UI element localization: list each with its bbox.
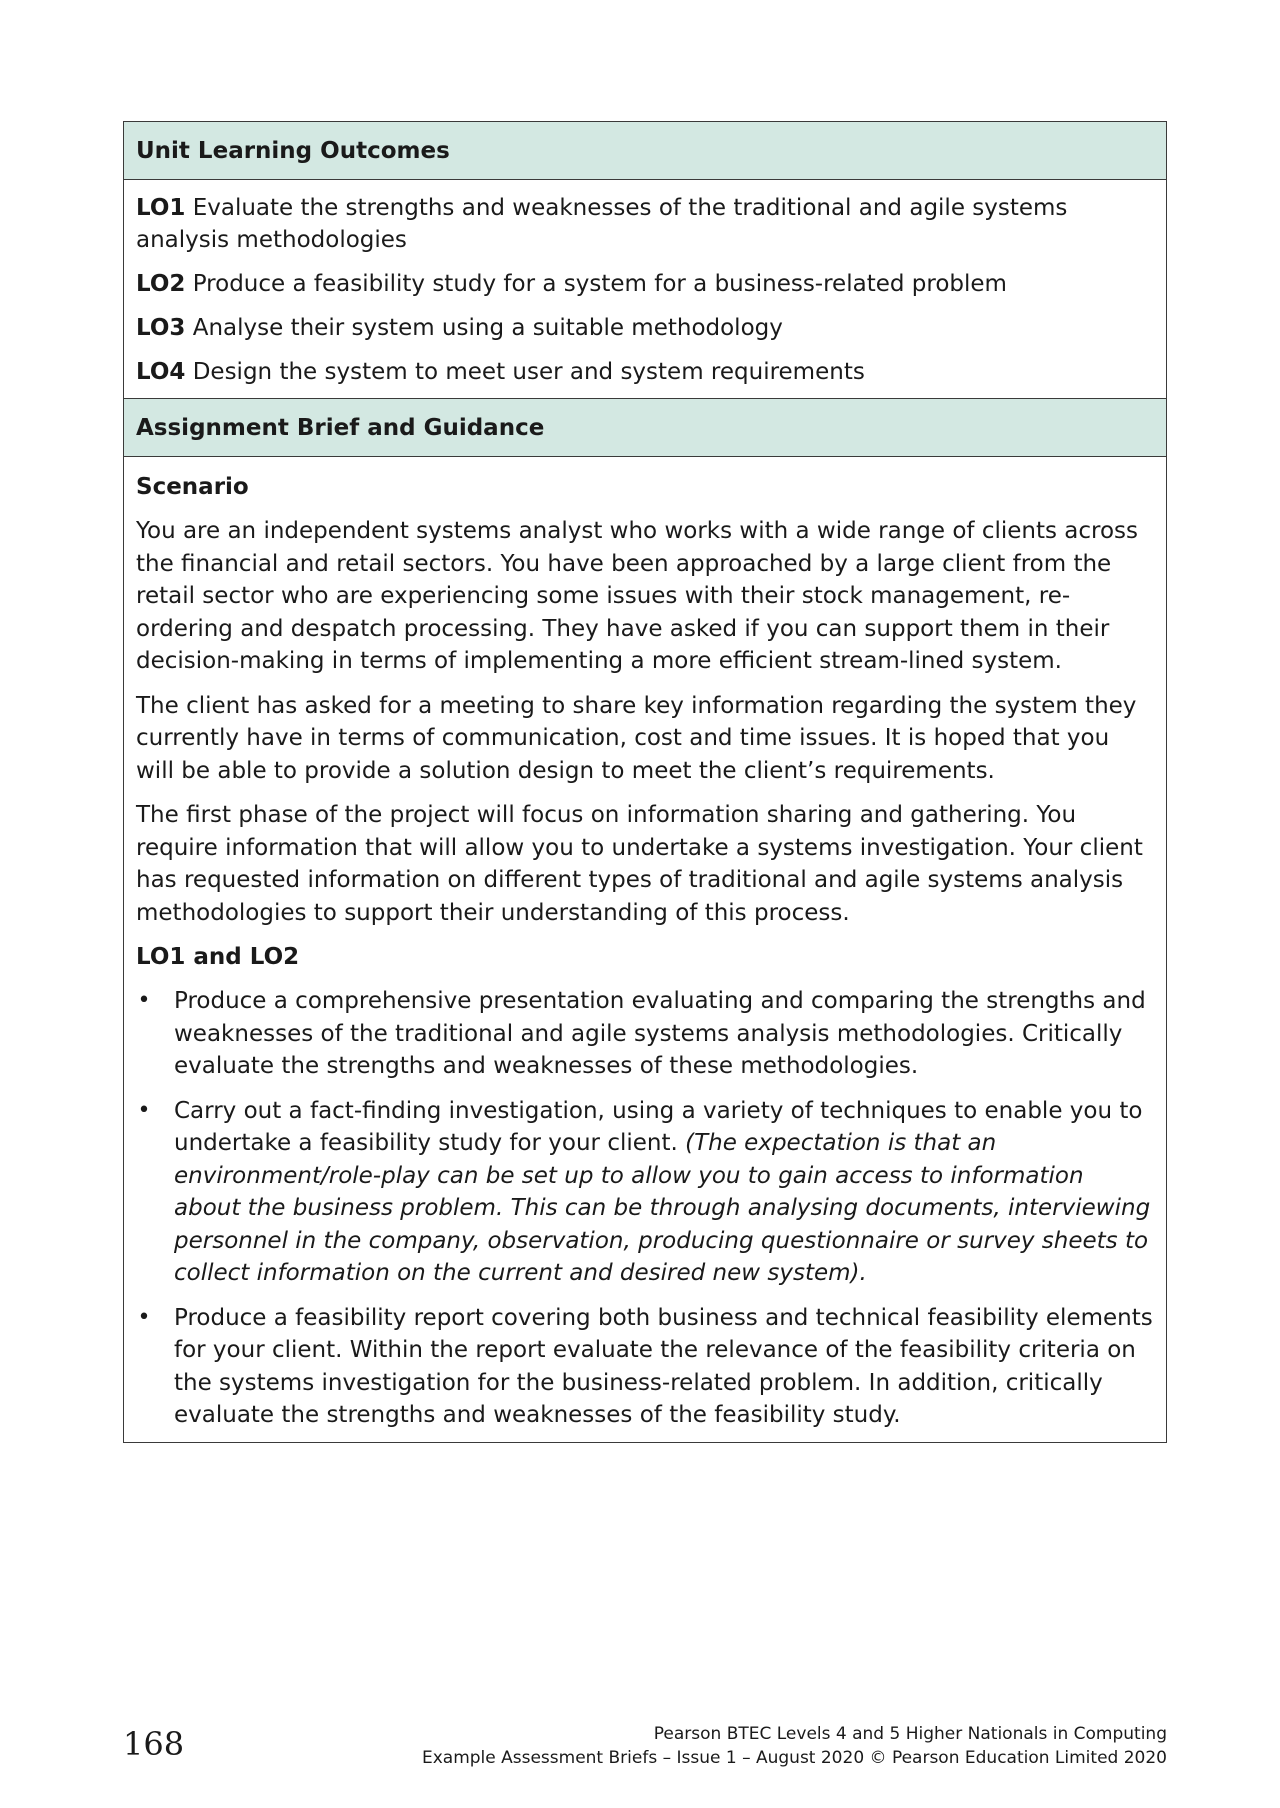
learning-outcome-lo4 bbox=[136, 356, 1154, 388]
page-number: 168 bbox=[123, 1725, 185, 1763]
footer-line-1: Pearson BTEC Levels 4 and 5 Higher Nationals in Computing bbox=[653, 1724, 1167, 1744]
lo-text: Design the system to meet user and system requirements bbox=[185, 359, 865, 385]
lo-text: Produce a feasibility study for a system for a business-related problem bbox=[185, 271, 1007, 297]
lo-code: LO3 bbox=[136, 315, 186, 341]
bullet-dot-icon: • bbox=[137, 1097, 151, 1123]
task-bullet-text: Carry out a fact-finding investigation, using a variety of techniques to enable you to undertake a feasibility study for your client. bbox=[174, 1097, 1143, 1156]
lo-text: Analyse their system using a suitable methodology bbox=[185, 315, 783, 341]
scenario-heading: Scenario bbox=[136, 474, 249, 500]
scenario-paragraph: You are an independent systems analyst who works with a wide range of clients across the financial and retail sectors. You have been approached by a large client from the retail sector who are experiencing some issues with their stock management, re-ordering and despatch processing. They have asked if you can support them in their decision-making in terms of implementing a more efficient stream-lined system. bbox=[136, 518, 1139, 674]
task-bullet bbox=[136, 1302, 1154, 1432]
lo-code: LO1 bbox=[136, 195, 186, 221]
task-bullet-text: Produce a comprehensive presentation evaluating and comparing the strengths and weaknesses of the traditional and agile systems analysis methodologies. Critically evaluate the strengths and weaknesses of these methodologies. bbox=[174, 988, 1146, 1079]
learning-outcomes-list bbox=[124, 180, 1166, 399]
unit-learning-outcomes-heading: Unit Learning Outcomes bbox=[124, 122, 1166, 180]
footer-line-2: Example Assessment Briefs – Issue 1 – August 2020 © Pearson Education Limited 2020 bbox=[421, 1748, 1167, 1768]
assignment-table bbox=[123, 121, 1167, 1443]
learning-outcome-lo1 bbox=[136, 192, 1154, 256]
footer-publication-info bbox=[422, 1722, 1167, 1770]
scenario-paragraph: The first phase of the project will focus on information sharing and gathering. You require information that will allow you to undertake a systems investigation. Your client has requested information on different types of traditional and agile systems analysis methodologies to support their understanding of this process. bbox=[136, 802, 1143, 926]
assignment-brief-heading: Assignment Brief and Guidance bbox=[124, 399, 1166, 457]
assignment-brief-body bbox=[124, 457, 1166, 1442]
lo-code: LO4 bbox=[136, 359, 186, 385]
scenario-paragraph: The client has asked for a meeting to share key information regarding the system they currently have in terms of communication, cost and time issues. It is hoped that you will be able to provide a solution design to meet the client’s requirements. bbox=[136, 692, 1137, 784]
lo1-lo2-heading: LO1 and LO2 bbox=[136, 944, 300, 970]
task-bullet-list bbox=[136, 985, 1154, 1432]
learning-outcome-lo3 bbox=[136, 312, 1154, 344]
learning-outcome-lo2 bbox=[136, 268, 1154, 300]
bullet-dot-icon: • bbox=[137, 988, 151, 1013]
bullet-dot-icon: • bbox=[137, 1304, 151, 1330]
task-bullet bbox=[136, 985, 1154, 1083]
lo-code: LO2 bbox=[136, 271, 186, 297]
lo-text: Evaluate the strengths and weaknesses of the traditional and agile systems analysis methodologies bbox=[136, 195, 1068, 253]
task-bullet bbox=[136, 1095, 1154, 1290]
task-bullet-italic-text: (The expectation is that an environment/role-play can be set up to allow you to gain access to information about the business problem. This can be through analysing documents, interviewing personnel in the company, observation, producing questionnaire or survey sheets to collect information on the current and desired new system). bbox=[174, 1130, 1151, 1286]
task-bullet-text: Produce a feasibility report covering both business and technical feasibility elements for your client. Within the report evaluate the relevance of the feasibility criteria on the systems investigation for the business-related problem. In addition, critically evaluate the strengths and weaknesses of the feasibility study. bbox=[174, 1304, 1153, 1428]
